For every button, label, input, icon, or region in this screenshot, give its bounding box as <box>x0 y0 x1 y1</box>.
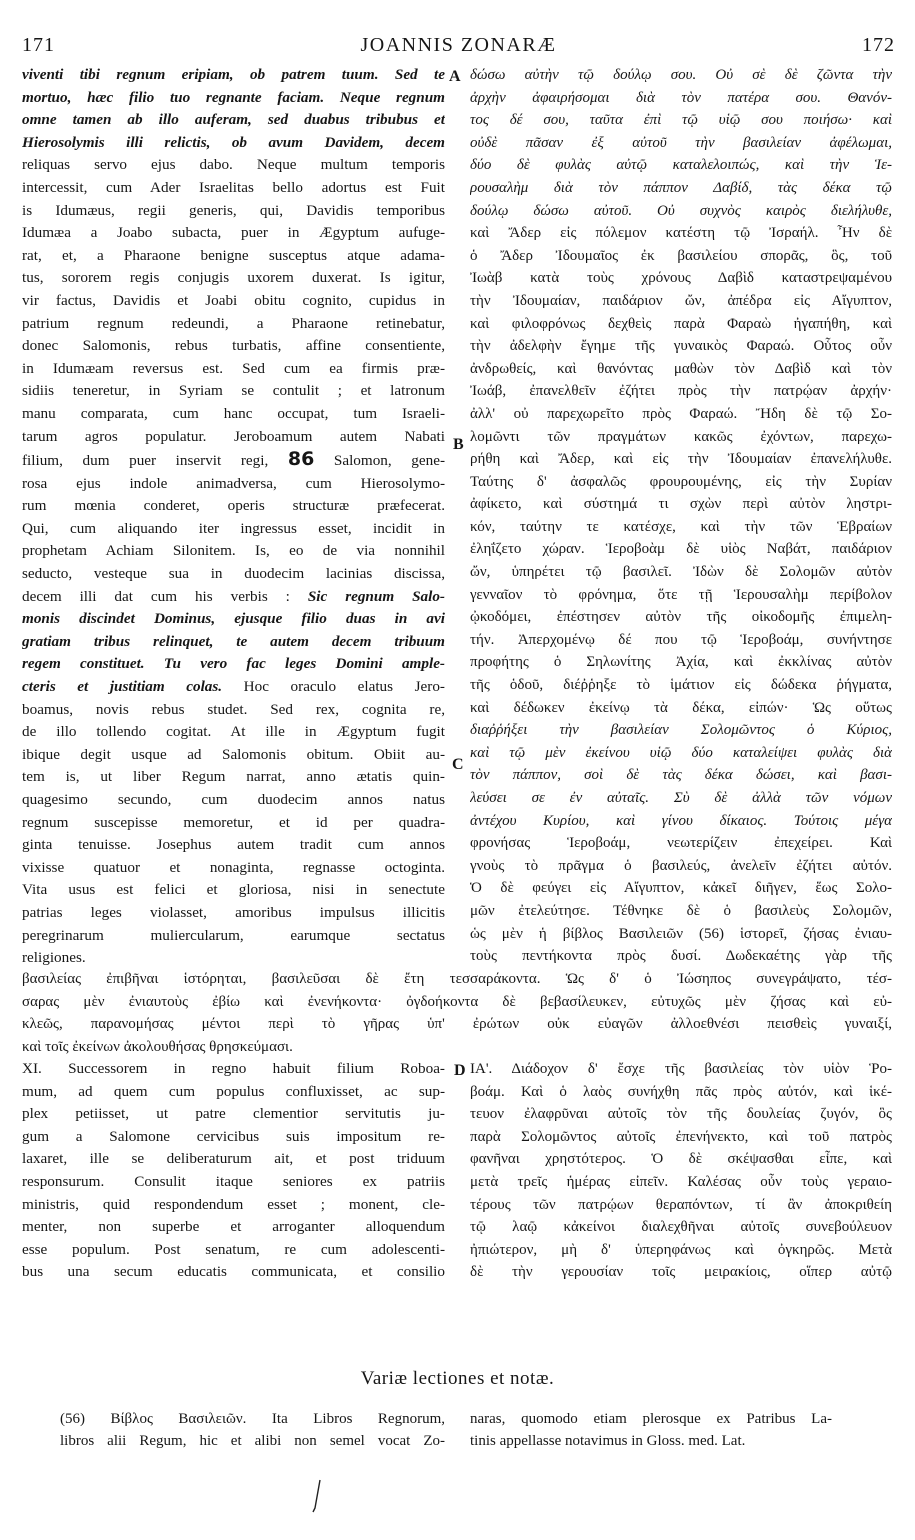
greek-line: προφήτης ὁ Σηλωνίτης Ἀχία, καὶ ἐκκλίνας αὐτὸν <box>470 654 892 671</box>
greek-line: παρὰ Σολομῶντος αὐτοῖς ἐπενήνεκτο, καὶ τοῦ πατρὸς <box>470 1128 892 1145</box>
greek-full-line: βασιλείας ἐπιβῆναι ἱστόρηται, βασιλεῦσαι δὲ ἔτη τεσσαράκοντα. Ὡς δ' ὁ Ἰώσηπος συνεγράψατο, τέσ- <box>22 971 892 987</box>
latin-line: manu comparata, cum hanc occupat, tum Israeli- <box>22 404 445 422</box>
greek-line: ὡς μὲν ἡ βίβλος Βασιλειῶν (56) ἱστορεῖ, ζήσας ἐνιαυ- <box>470 925 892 942</box>
greek-line: Ἰωάβ, ἐπανελθεῖν ἐζήτει πρὸς τὴν πατρῴαν ἀρχήν· <box>470 383 892 400</box>
latin-line: patrium regnum redeundi, a Pharaone retinebatur, <box>22 314 445 332</box>
greek-line: γενναῖον τὸ φρόνημα, ὅτε τῇ Ἱερουσαλὴμ περίβολον <box>470 586 892 603</box>
notes-title: Variæ lectiones et notæ. <box>360 1368 555 1389</box>
latin-line: intercessit, cum Ader Israelitas bello adortus est Fuit <box>22 178 445 196</box>
greek-line: ἠπιώτερον, μὴ δ' ὑπερηφάνως καὶ ὀγκηρῶς. Μετὰ <box>470 1241 892 1258</box>
latin-line-italic: cteris et justitiam colas. <box>22 678 223 696</box>
greek-line: τὴν ἀδελφὴν ἔγημε τῆς γυναικὸς Φαραώ. Οὗτος οὖν <box>470 338 892 355</box>
latin-line: omne tamen ab illo auferam, sed duabus tribubus et <box>22 111 445 129</box>
latin-line: monis discindet Dominus, ejusque filio duas in avi <box>22 610 445 628</box>
greek-line: ρουσαλὴμ διὰ τὸν πάππον Δαβίδ, τὰς δέκα τῷ <box>470 179 892 196</box>
latin-line: in Idumæam reversus est. Sed cum ea firmis præ- <box>22 359 445 377</box>
greek-line: μῶν ἐτελεύτησε. Τέθνηκε δὲ ὁ βασιλεὺς Σολομῶν, <box>470 902 892 919</box>
note-line: libros alii Regum, hic et alibi non semel vocat Zo- <box>60 1433 445 1449</box>
latin-line: quagesimo secundo, cum duodecim annos natus <box>22 791 445 808</box>
greek-line: ὤν, ὑπηρέτει τῷ βασιλεῖ. Ἰδὼν δὲ Σολομῶν αὐτὸν <box>470 564 892 581</box>
latin-line-italic: Sic regnum Salo- <box>307 587 445 605</box>
greek-line: καὶ Ἄδερ εἰς πόλεμον κατέστη τῷ Ἰσραήλ. Ἦν δὲ <box>470 225 892 242</box>
latin-line: bus una secum educatis communicata, et consilio <box>22 1263 445 1281</box>
greek-line: οὐδὲ πᾶσαν ἐξ αὐτοῦ τὴν βασιλείαν ἀφέλωμαι, <box>470 134 892 151</box>
latin-line: prophetam Achiam Silonitem. Is, eo de via nonnihil <box>22 542 445 560</box>
latin-line-text: Hoc oraculo elatus Jero- <box>243 678 445 696</box>
latin-line: tus, sororem regis conjugis uxorem duxerat. Is igitur, <box>22 269 445 287</box>
greek-line: ἀρχὴν ἀφαιρήσομαι διὰ τὸν πατέρα σου. Θανόν- <box>470 89 892 106</box>
greek-line: ὁ Ἄδερ Ἰδουμαῖος ἐκ βασιλείου σπορᾶς, ὃς, τοῦ <box>470 247 892 264</box>
latin-line <box>22 448 445 473</box>
latin-line: gum a Salomone cervicibus suis impositum re- <box>22 1127 445 1145</box>
greek-line: τευον ἐλαφρῦναι αὐτοῖς τὸν τῆς δουλείας ζυγόν, ὃς <box>470 1106 892 1123</box>
note-line: naras, quomodo etiam plerosque ex Patribus La- <box>470 1411 832 1427</box>
section-marker-d: D <box>454 1062 466 1079</box>
greek-line: ἀλλ' οὐ παρεχωρεῖτο πρὸς Φαραώ. Ἤδη δὲ τῷ Σο- <box>470 405 892 422</box>
greek-line: Ταύτης δ' ἀσφαλῶς φρουρουμένης, εἰς τὴν Συρίαν <box>470 473 892 490</box>
running-title: JOANNIS ZONARÆ <box>360 34 557 56</box>
latin-line: Qui, cum aliquando iter ingressus esset, incidit in <box>22 519 445 537</box>
greek-line: δὲ τὴν γερουσίαν τοῖς μειρακίοις, οἵπερ αὐτῷ <box>470 1264 892 1281</box>
latin-line: Vita usus est felici et gloriosa, nisi in senectute <box>22 881 445 899</box>
greek-line: τέρους τῶν πατρῴων θεραπόντων, τί ἂν ἀποκριθείη <box>470 1196 892 1213</box>
latin-line: esse populum. Post senatum, re cum adolescenti- <box>22 1240 445 1258</box>
note-line: (56) Βίβλος Βασιλειῶν. Ita Libros Regnorum, <box>60 1411 445 1427</box>
latin-line: Hierosolymis illi relictis, ob avum Davidem, decem <box>22 133 445 151</box>
greek-line: φρονήσας Ἱεροβοάμ, νεωτερίζειν ἐπεχείρει. Καὶ <box>470 835 892 852</box>
greek-column-section-ia <box>470 1058 892 1284</box>
margin-page-number: 86 <box>287 448 315 471</box>
greek-line: κόν, ταύτην τε κατέσχε, καὶ τὴν τῶν Ἑβραίων <box>470 518 892 535</box>
greek-line: μετὰ τρεῖς ἡμέρας εἰπεῖν. Καλέσας οὖν τοὺς γεραιο- <box>470 1173 892 1190</box>
greek-full-width-block <box>22 968 892 1058</box>
section-marker-b: B <box>453 436 464 453</box>
greek-line: βοάμ. Καὶ ὁ λαὸς συνήχθη πᾶς πρὸς αὐτόν, καὶ ἱκέ- <box>470 1083 892 1100</box>
greek-line: διαῤῥήξει τὴν βασιλείαν Σολομῶντος ὁ Κύριος, <box>470 722 892 739</box>
latin-line: reliquas servo ejus dabo. Neque multum temporis <box>22 156 445 174</box>
greek-line: τήν. Ἀπερχομένῳ δέ που τῷ Ἱεροβοάμ, συνήντησε <box>470 631 892 648</box>
page-number-left: 171 <box>22 34 55 56</box>
latin-line: ministris, quid respondendum esset ; monent, cle- <box>22 1195 445 1213</box>
greek-line: τὴν Ἰδουμαίαν, παιδάριον ὤν, ἀπέδρα εἰς Αἴγυπτον, <box>470 292 892 309</box>
latin-line-text: filium, dum puer inservit regi, <box>22 452 269 470</box>
latin-line: regem constituet. Tu vero fac leges Domini ample- <box>22 655 445 673</box>
notes-right-column <box>470 1408 832 1452</box>
greek-line: ρήθη καὶ Ἄδερ, καὶ εἰς τὴν Ἰδουμαίαν ἐπανελήλυθε. <box>470 451 892 468</box>
latin-line: patrias leges violasset, amoribus impulsus illicitis <box>22 903 445 921</box>
latin-line: ibique degit usque ad Salomonis obitum. Obiit au- <box>22 745 445 763</box>
latin-line: Idumæa a Joabo subacta, puer in Ægyptum aufuge- <box>22 224 445 242</box>
greek-line: τῆς ὁδοῦ, διέῤῥηξε τὸ ἱμάτιον εἰς δώδεκα ῥήγματα, <box>470 677 892 694</box>
latin-line: rosa ejus indole animadversa, cum Hierosolymo- <box>22 474 445 492</box>
greek-line: δούλῳ δώσω αὐτοῦ. Οὐ συχνὸς καιρὸς διελήλυθε, <box>470 202 892 219</box>
section-marker-a: A <box>449 68 461 85</box>
pen-stroke-mark <box>311 1478 323 1514</box>
greek-full-line: σαρας μὲν ἐνιαυτοὺς ἐβίω καὶ ἐνενήκοντα· ὀγδοήκοντα δὲ βεβασίλευκεν, εὐτυχῶς μὲν ζήσας καὶ εὐ- <box>22 993 892 1010</box>
latin-column-section-xi <box>22 1058 445 1284</box>
latin-line: boamus, novis rebus studet. Sed rex, cognita re, <box>22 700 445 718</box>
page-header <box>22 34 895 58</box>
note-line: tinis appellasse notavimus in Gloss. med. Lat. <box>470 1433 746 1449</box>
section-marker-c: C <box>452 756 464 773</box>
page-number-right: 172 <box>862 34 895 56</box>
greek-line: ἐληΐζετο χώραν. Ἱεροβοὰμ δὲ υἱὸς Ναβάτ, παιδάριον <box>470 541 892 558</box>
latin-line: plex petiisset, ut patre clementior servitutis ju- <box>22 1105 445 1123</box>
latin-line: mortuo, hæc filio tuo regnante faciam. Neque regnum <box>22 88 445 106</box>
latin-line <box>22 586 445 609</box>
greek-line: καὶ δέδωκεν ἐκείνῳ τὰ δέκα, εἰπών· Ὡς οὕτως <box>470 699 892 716</box>
latin-line: peregrinarum muliercularum, earumque sectatus <box>22 926 445 944</box>
greek-line: καὶ τῷ μὲν ἐκείνου υἱῷ δύο καταλείψει φυλὰς διὰ <box>470 744 892 761</box>
latin-line: tarum agros populatur. Jeroboamum autem Nabati <box>22 427 445 445</box>
latin-line: tem is, ut liber Regum narrat, anno ætatis quin- <box>22 768 445 786</box>
greek-column <box>470 64 892 968</box>
latin-line-text: Salomon, gene- <box>333 452 445 470</box>
greek-line: ᾠκοδόμει, ἐπέστησεν αὐτὸν τῆς οἰκοδομῆς ἐπιμελη- <box>470 609 892 626</box>
greek-line: τὸν πάππον, σοὶ δὲ τὰς δέκα δώσει, καὶ βασι- <box>470 767 892 784</box>
latin-line: ginta tenuisse. Josephus autem tradit cum annos <box>22 836 445 854</box>
latin-line <box>22 676 445 699</box>
greek-line: ἀφίκετο, καὶ σύστημά τι σχὼν περὶ αὐτὸν ληστρι- <box>470 496 892 513</box>
greek-line: καὶ φιλοφρόνως δεχθεὶς παρὰ Φαραὼ ἠγαπήθη, καὶ <box>470 315 892 332</box>
latin-line: rat, et, a Pharaone benigne susceptus atque adama- <box>22 246 445 264</box>
latin-line: seducto, vesteque sua in duodecim lacinias discissa, <box>22 565 445 583</box>
latin-line: regnum suscepisse memoretur, et id per quadra- <box>22 813 445 831</box>
latin-line: mum, ad quem cum populus confluxisset, ac sup- <box>22 1082 445 1100</box>
latin-line: gratiam tribus relinquet, te autem decem tribuum <box>22 632 445 650</box>
greek-line: τῷ λαῷ κἀκείνοι διαλεχθῆναι αὐτοῖς συνεβούλευον <box>470 1219 892 1236</box>
greek-full-line: καὶ τοῖς ἐκείνων ἀκολουθήσας θρησκεύμασι. <box>22 1038 293 1055</box>
greek-line: τος δέ σου, ταῦτα ἐπὶ τῷ υἱῷ σου ποιήσω· καὶ <box>470 112 892 129</box>
latin-line: is Idumæus, regii generis, qui, Davidis temporibus <box>22 201 445 219</box>
latin-line: de illo tollendo cogitat. At ille in Ægyptum fugit <box>22 723 445 741</box>
greek-line: λομῶντι τῶν πραγμάτων κακῶς ἐχόντων, παρεχω- <box>470 428 892 445</box>
greek-line: ἀντέχου Κυρίου, καὶ γίνου δίκαιος. Τούτοις μέγα <box>470 812 892 829</box>
greek-line: δύο δὲ φυλὰς αὐτῷ καταλελοιπώς, καὶ τὴν Ἱε- <box>470 157 892 174</box>
greek-line: γνοὺς τὸ πρᾶγμα ὁ βασιλεύς, ἀνελεῖν ἐζήτει αὐτόν. <box>470 857 892 874</box>
latin-line: sidiis teneretur, in Syriam se contulit ; et latronum <box>22 382 445 400</box>
latin-line: vir factus, Davidis et Joabi obitu cognito, cupidus in <box>22 291 445 309</box>
greek-line: δώσω αὐτὴν τῷ δούλῳ σου. Οὐ σὲ δὲ ζῶντα τὴν <box>470 67 892 83</box>
greek-line: λεύσει σε ἐν αὐταῖς. Σὺ δὲ ἀλλὰ τῶν νόμων <box>470 790 892 806</box>
latin-line: religiones. <box>22 949 86 967</box>
greek-full-line: κλεῶς, παρανομήσας μέντοι περὶ τὸ γῆρας ὑπ' ἐρώτων οὐκ εὐαγῶν ἀλλοεθνέσι πεισθεὶς γυναιξί, <box>22 1016 892 1033</box>
notes-left-column <box>60 1408 445 1452</box>
greek-line: τοὺς πεντήκοντα πρὸς δυσί. Δωδεκαέτης γὰρ τῆς <box>470 948 892 965</box>
latin-line: laxaret, ille se deliberaturum ait, et post triduum <box>22 1150 445 1168</box>
latin-column <box>22 64 445 970</box>
greek-line: φανῆναι χρηστότερος. Ὁ δὲ σκέψασθαι εἶπε, καὶ <box>470 1151 892 1168</box>
latin-line: vixisse quatuor et nonaginta, regnasse octoginta. <box>22 858 445 876</box>
greek-line: Ὁ δὲ φεύγει εἰς Αἴγυπτον, κἀκεῖ διῆγεν, ἕως Σολο- <box>470 880 892 897</box>
latin-line-text: decem illi dat cum his verbis : <box>22 587 290 605</box>
latin-line: donec Salomonis, rebus turbatis, affine consentiente, <box>22 337 445 355</box>
latin-line: responsurum. Consulit itaque seniores ex patriis <box>22 1172 445 1190</box>
latin-line: viventi tibi regnum eripiam, ob patrem tuum. Sed te <box>22 66 445 83</box>
latin-line: menter, non superbe et arroganter alloquendum <box>22 1218 445 1236</box>
greek-line: ἀνδρωθείς, καὶ θανόντας μαθὼν τὸν Δαβὶδ καὶ τὸν <box>470 360 892 377</box>
latin-line: rum mœnia conderet, operis structuræ præfecerat. <box>22 497 445 515</box>
greek-line: ΙΑ'. Διάδοχον δ' ἔσχε τῆς βασιλείας τὸν υἱὸν Ῥο- <box>470 1061 892 1077</box>
latin-line: XI. Successorem in regno habuit filium Roboa- <box>22 1060 445 1077</box>
greek-line: Ἰωὰβ κατὰ τοὺς χρόνους Δαβὶδ καταστρεψαμένου <box>470 270 892 287</box>
